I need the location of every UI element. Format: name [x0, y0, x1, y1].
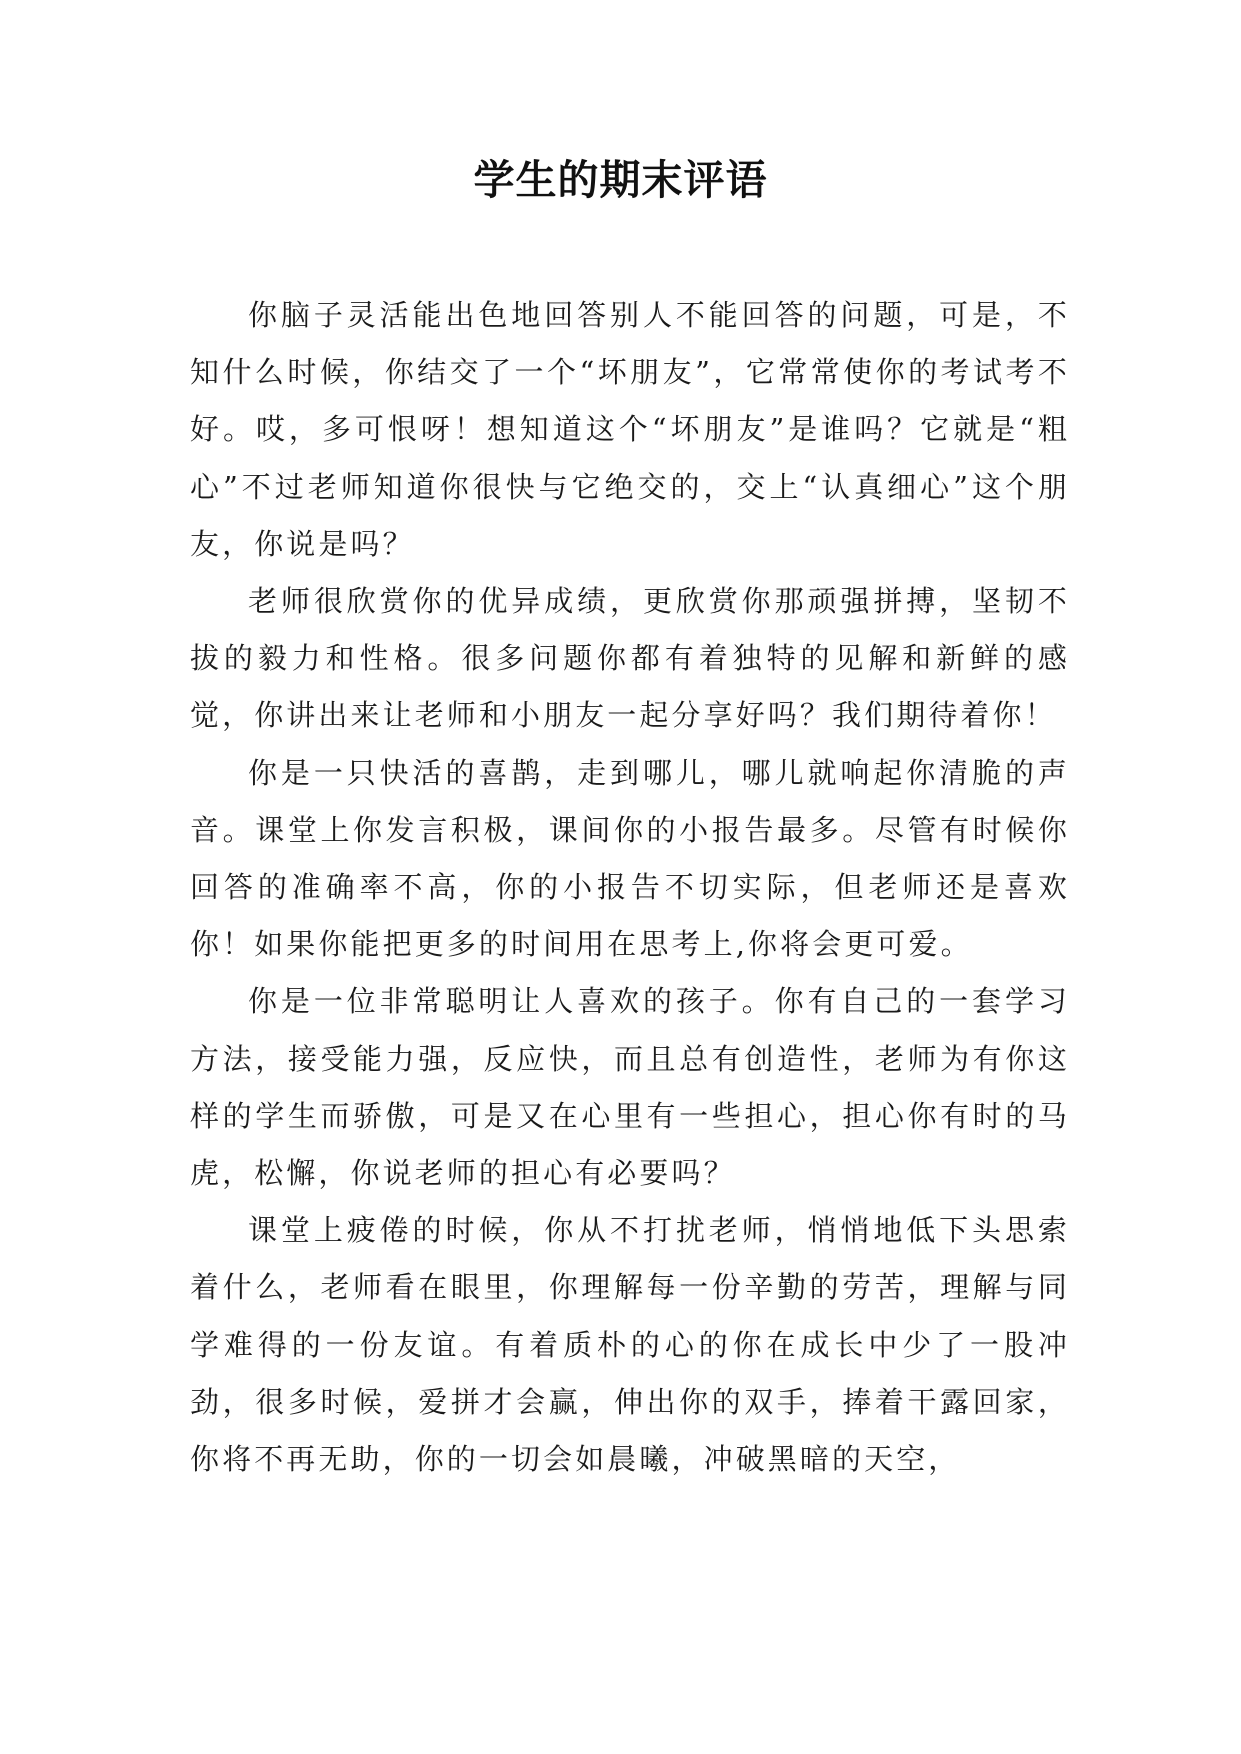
document-title: 学生的期末评语	[473, 156, 768, 204]
paragraph: 你脑子灵活能出色地回答别人不能回答的问题，可是，不知什么时候，你结交了一个“坏朋友”，它常常使你的考试考不好。哎，多可恨呀！想知道这个“坏朋友”是谁吗？它就是“粗心”不过老师知道你很快与它绝交的，交上“认真细心”这个朋友，你说是吗？	[190, 298, 1070, 561]
paragraph: 你是一位非常聪明让人喜欢的孩子。你有自己的一套学习方法，接受能力强，反应快，而且总有创造性，老师为有你这样的学生而骄傲，可是又在心里有一些担心，担心你有时的马虎，松懈，你说老师的担心有必要吗？	[190, 984, 1070, 1191]
document-body	[190, 287, 1070, 1488]
paragraph: 你是一只快活的喜鹊，走到哪儿，哪儿就响起你清脆的声音。课堂上你发言积极，课间你的小报告最多。尽管有时候你回答的准确率不高，你的小报告不切实际，但老师还是喜欢你！如果你能把更多的时间用在思考上,你将会更可爱。	[190, 755, 1070, 962]
paragraph: 课堂上疲倦的时候，你从不打扰老师，悄悄地低下头思索着什么，老师看在眼里，你理解每一份辛勤的劳苦，理解与同学难得的一份友谊。有着质朴的心的你在成长中少了一股冲劲，很多时候，爱拼才会赢，伸出你的双手，捧着干露回家，你将不再无助，你的一切会如晨曦，冲破黑暗的天空，	[190, 1213, 1070, 1477]
paragraph: 老师很欣赏你的优异成绩，更欣赏你那顽强拼搏，坚韧不拔的毅力和性格。很多问题你都有着独特的见解和新鲜的感觉，你讲出来让老师和小朋友一起分享好吗？我们期待着你！	[190, 584, 1070, 733]
